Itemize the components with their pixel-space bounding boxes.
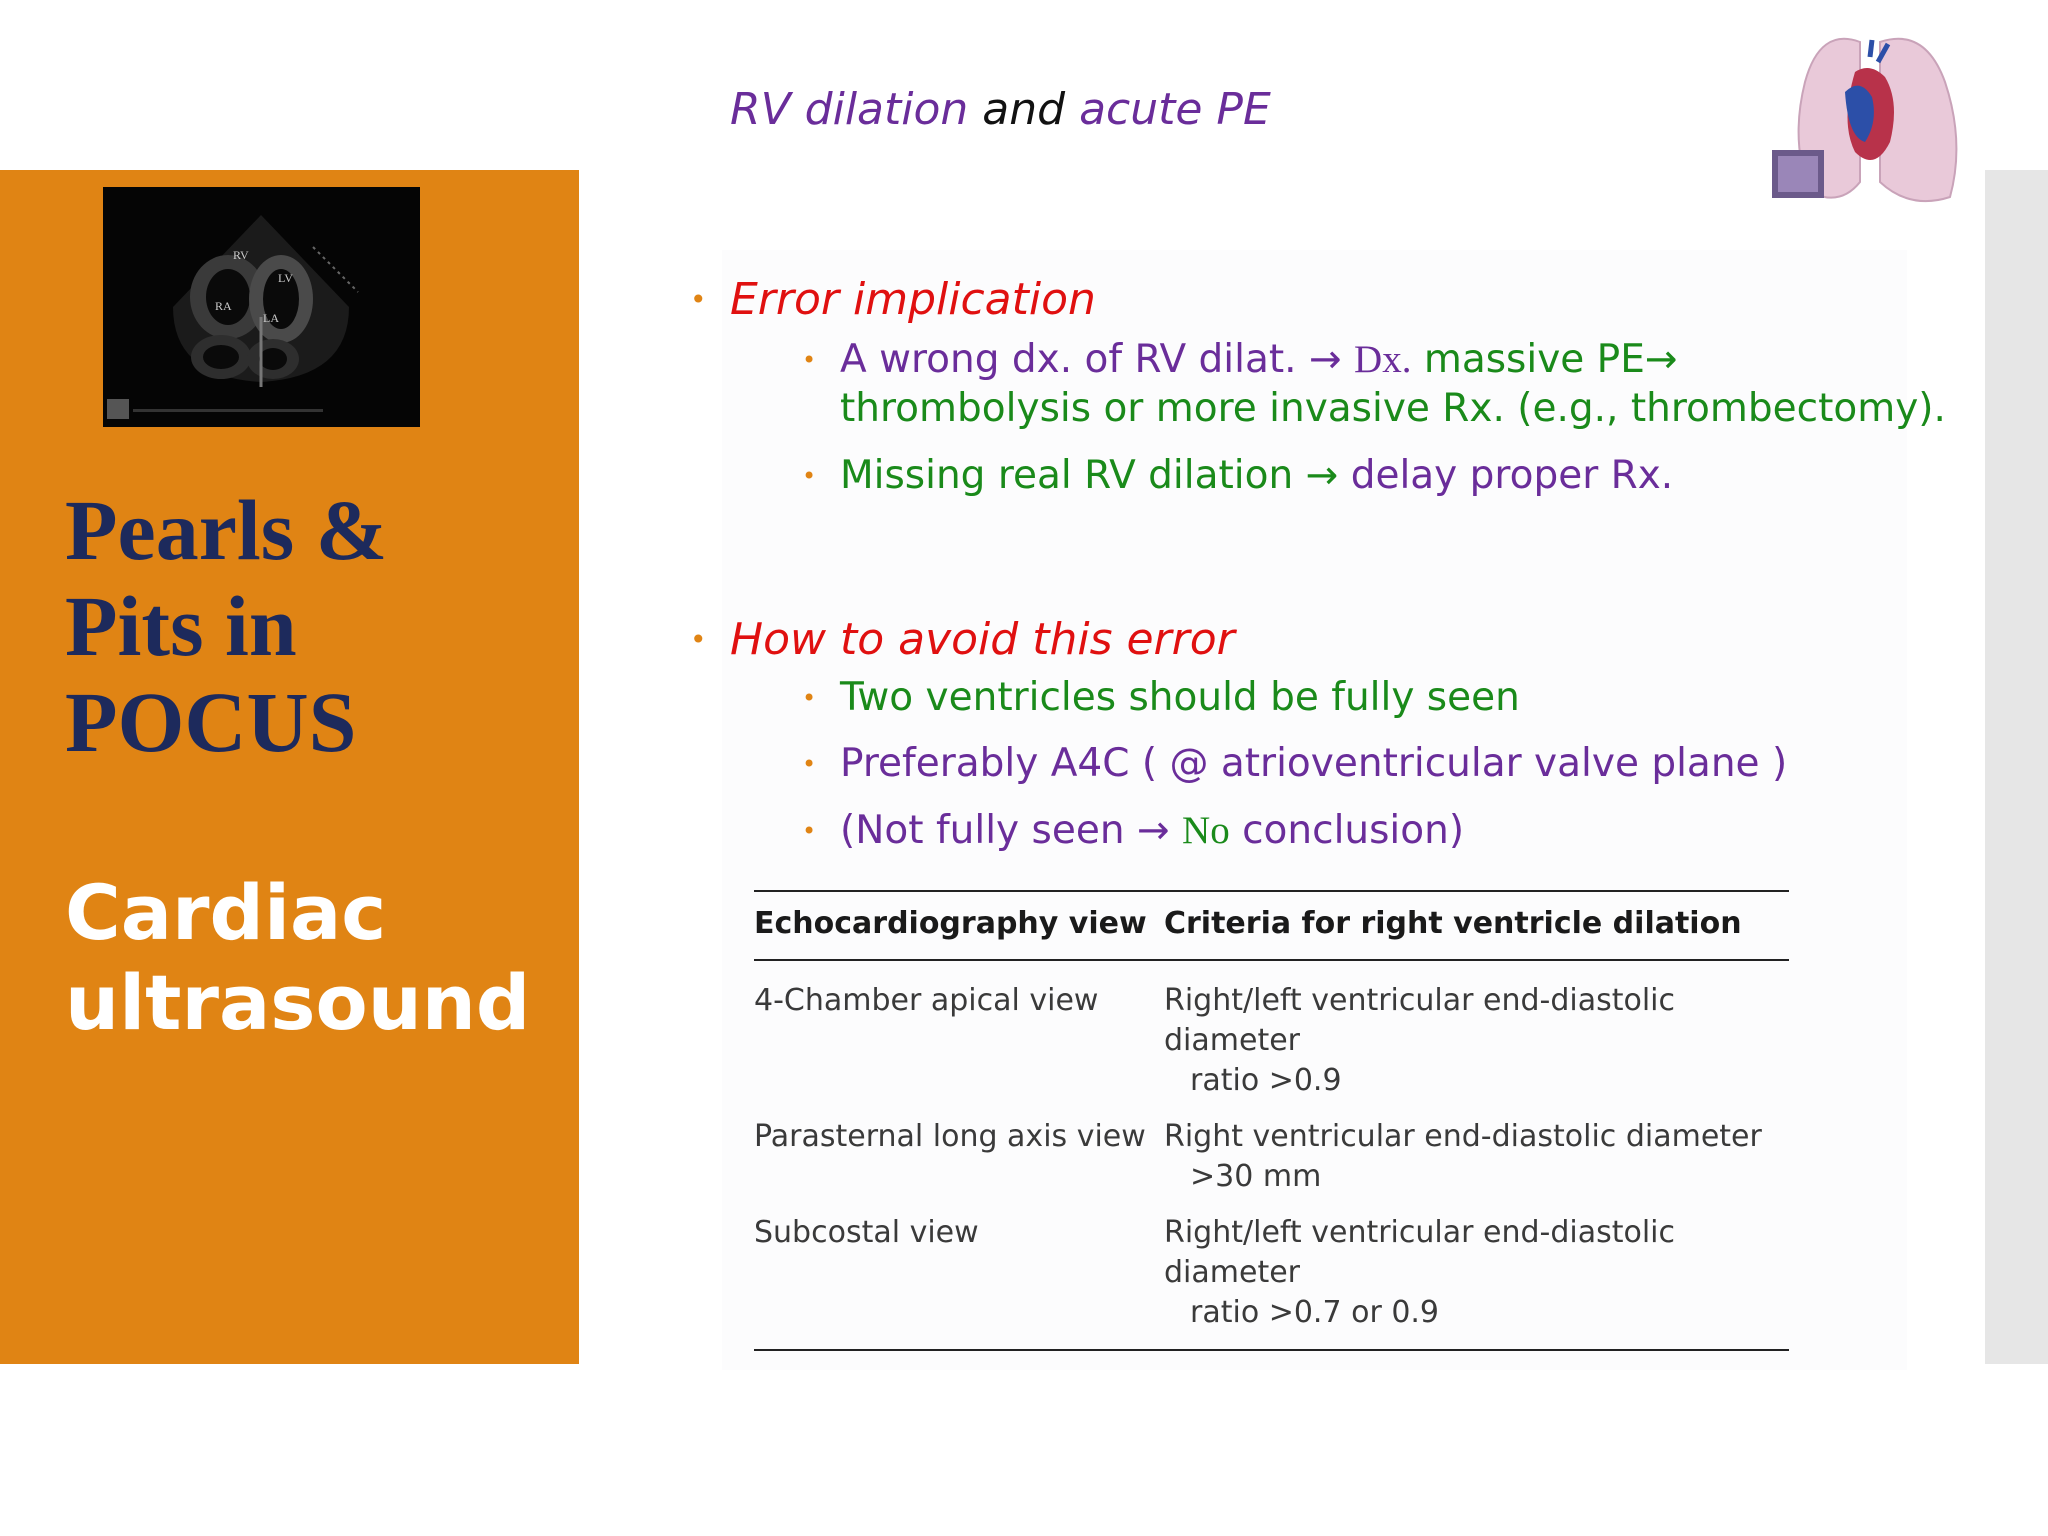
sidebar-title: Pearls & Pits in POCUS <box>65 482 388 770</box>
list-item <box>802 673 1520 723</box>
list-item-continuation: thrombolysis or more invasive Rx. (e.g., thrombectomy). <box>840 386 1946 431</box>
list-item <box>802 806 1465 856</box>
criteria-text-continued: ratio >0.9 <box>1190 1063 1342 1098</box>
table-row <box>754 960 1789 1117</box>
echo-label-rv: RV <box>233 248 249 262</box>
echo-label-la: LA <box>263 311 279 325</box>
list-item <box>802 335 1678 385</box>
right-accent-strip <box>1985 170 2048 1364</box>
table-header-view: Echocardiography view <box>754 906 1147 941</box>
table-row <box>754 1117 1789 1213</box>
list-item-text: A wrong dx. of RV dilat. → <box>840 337 1355 382</box>
table-cell-criteria <box>1164 1117 1789 1213</box>
title-part-rv-dilation: RV dilation <box>730 84 969 135</box>
criteria-text: Right ventricular end-diastolic diameter <box>1164 1119 1762 1154</box>
list-item-text: delay proper Rx. <box>1350 453 1674 498</box>
criteria-text: Right/left ventricular end-diastolic diameter <box>1164 983 1675 1058</box>
list-item-text: Dx. <box>1354 338 1412 381</box>
section-heading-how-to-avoid <box>690 612 1235 668</box>
criteria-text: Right/left ventricular end-diastolic diameter <box>1164 1215 1675 1290</box>
lungs-heart-illustration <box>1760 22 1980 212</box>
criteria-text-continued: >30 mm <box>1190 1159 1322 1194</box>
echocardiogram-image <box>103 187 420 427</box>
bullet-icon: • <box>690 283 707 316</box>
title-part-and: and <box>968 84 1080 135</box>
section-heading-error-implication <box>690 272 1096 328</box>
table-cell-criteria <box>1164 960 1789 1117</box>
bullet-icon: • <box>802 750 817 778</box>
list-item-text: conclusion) <box>1229 808 1465 853</box>
title-part-acute-pe: acute PE <box>1079 84 1271 135</box>
bullet-icon: • <box>802 817 817 845</box>
table-header-criteria: Criteria for right ventricle dilation <box>1164 906 1742 941</box>
bullet-icon: • <box>802 684 817 712</box>
bullet-icon: • <box>802 346 817 374</box>
list-item <box>802 451 1674 501</box>
list-item-text: massive PE→ <box>1411 337 1678 382</box>
list-item-text: Two ventricles should be fully seen <box>840 675 1520 720</box>
table-cell-view: Parasternal long axis view <box>754 1119 1146 1154</box>
table-header-row <box>754 891 1789 960</box>
list-item <box>802 739 1788 789</box>
bullet-icon: • <box>802 462 817 490</box>
section-heading-text: Error implication <box>730 274 1096 325</box>
list-item-text: (Not fully seen → <box>840 808 1183 853</box>
echo-label-ra: RA <box>215 299 232 313</box>
rv-dilation-criteria-table <box>754 890 1789 1351</box>
table-row <box>754 1213 1789 1350</box>
slide-title <box>730 80 1271 140</box>
table-cell-view: 4-Chamber apical view <box>754 983 1099 1018</box>
criteria-text-continued: ratio >0.7 or 0.9 <box>1190 1295 1440 1330</box>
table-cell-view: Subcostal view <box>754 1215 979 1250</box>
sidebar-subtitle: Cardiac ultrasound <box>65 868 531 1047</box>
echo-label-lv: LV <box>278 271 293 285</box>
bullet-icon: • <box>690 623 707 656</box>
table-cell-criteria <box>1164 1213 1789 1350</box>
list-item-text: Missing real RV dilation → <box>840 453 1351 498</box>
section-heading-text: How to avoid this error <box>730 614 1235 665</box>
list-item-text: No <box>1182 809 1230 852</box>
list-item-text: Preferably A4C ( @ atrioventricular valve plane ) <box>840 741 1788 786</box>
